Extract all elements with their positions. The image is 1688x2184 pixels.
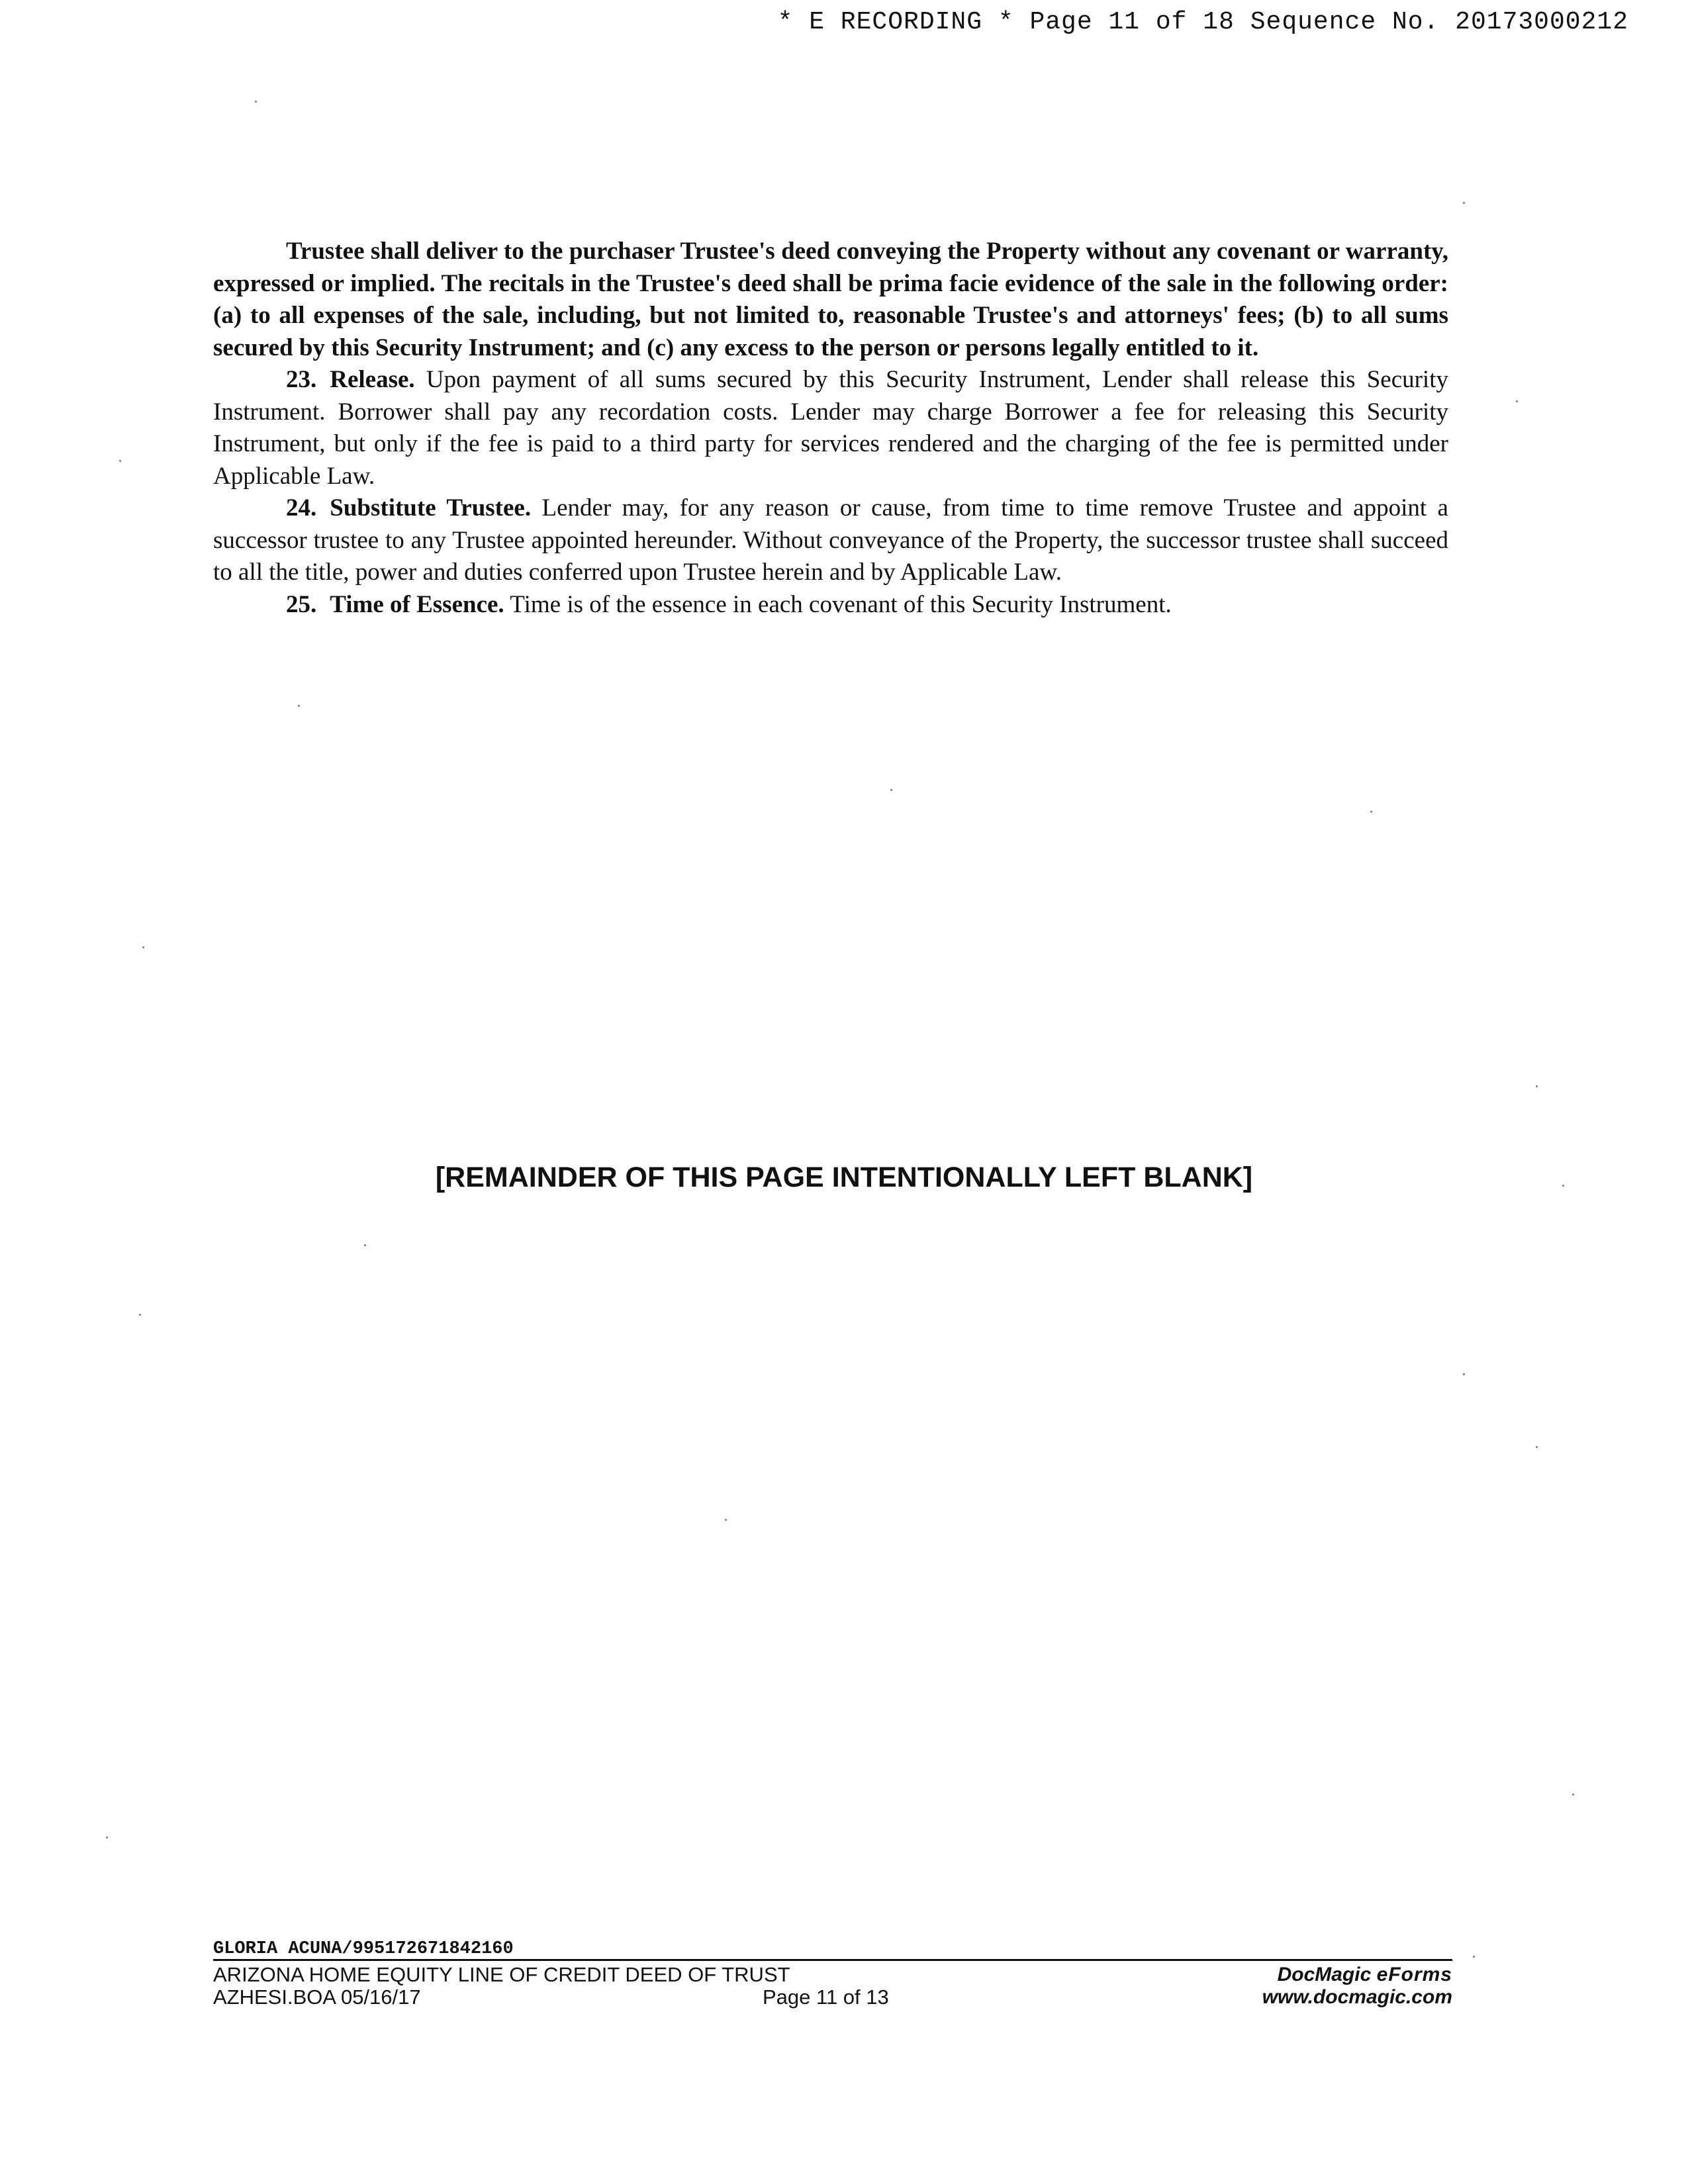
section-number: 23.	[286, 366, 317, 393]
page-footer	[213, 1939, 1452, 2009]
scan-speck	[364, 1244, 366, 1246]
vendor-name: DocMagic	[1277, 1964, 1372, 1985]
blank-page-notice: [REMAINDER OF THIS PAGE INTENTIONALLY LEFT BLANK]	[435, 1161, 1253, 1193]
scan-speck	[119, 460, 121, 462]
scan-speck	[1516, 400, 1518, 402]
vendor-url: www.docmagic.com	[1262, 1986, 1452, 2008]
vendor-suffix: eForms	[1376, 1964, 1452, 1985]
vendor-brand	[1278, 1964, 1452, 1986]
section-24	[213, 492, 1448, 589]
scan-speck	[106, 1837, 108, 1839]
scan-speck	[1572, 1794, 1574, 1796]
scan-speck	[1562, 1185, 1564, 1187]
scan-speck	[255, 101, 257, 103]
section-title: Substitute Trustee.	[330, 494, 532, 522]
scan-speck	[1536, 1446, 1538, 1448]
section-title: Time of Essence.	[330, 590, 504, 618]
continuation-paragraph: Trustee shall deliver to the purchaser Trustee's deed conveying the Property without any covenant or warranty, expressed or implied. The recitals in the Trustee's deed shall be prima facie evidence of the sale in the following order: (a) to all expenses of the sale, including, but not limited to, reasonable Trustee's and attorneys' fees; (b) to all sums secured by this Security Instrument; and (c) any excess to the person or persons legally entitled to it.	[213, 238, 1448, 361]
scan-speck	[1370, 811, 1372, 813]
form-title: ARIZONA HOME EQUITY LINE OF CREDIT DEED OF TRUST	[213, 1963, 790, 1986]
section-text: Time is of the essence in each covenant of this Security Instrument.	[510, 590, 1172, 618]
page-number: Page 11 of 13	[763, 1985, 889, 2009]
document-body	[213, 236, 1448, 621]
section-title: Release.	[330, 366, 415, 393]
scan-speck	[139, 1314, 141, 1316]
section-text: Lender may, for any reason or cause, from time to time remove Trustee and appoint a successor trustee to any Trustee appointed hereunder. Without conveyance of the Property, the successor trustee shall succeed to all the title, power and duties conferred upon Trustee herein and by Applicable Law.	[213, 494, 1448, 586]
footer-row-2	[213, 1986, 1452, 2009]
scan-speck	[142, 946, 144, 948]
section-25	[213, 589, 1448, 621]
section-number: 24.	[286, 494, 317, 522]
footer-divider	[213, 1959, 1452, 1961]
scan-speck	[1536, 1085, 1538, 1087]
scan-speck	[1463, 202, 1465, 204]
borrower-loan-id: GLORIA ACUNA/995172671842160	[213, 1939, 514, 1959]
section-number: 25.	[286, 590, 317, 618]
footer-row-1	[213, 1964, 1452, 1986]
recording-stamp: * E RECORDING * Page 11 of 18 Sequence No. 20173000212	[777, 8, 1628, 36]
form-code: AZHESI.BOA 05/16/17	[213, 1985, 421, 2009]
section-23	[213, 364, 1448, 492]
scan-speck	[725, 1519, 727, 1521]
scan-speck	[1463, 1373, 1465, 1375]
scan-speck	[298, 705, 300, 707]
scan-speck	[1473, 1956, 1475, 1958]
scan-speck	[890, 789, 892, 791]
section-text: Upon payment of all sums secured by this Security Instrument, Lender shall release this Security Instrument. Borrower shall pay any recordation costs. Lender may charge Borrower a fee for releasing this Security Instrument, but only if the fee is paid to a third party for services rendered and the charging of the fee is permitted under Applicable Law.	[213, 366, 1448, 490]
